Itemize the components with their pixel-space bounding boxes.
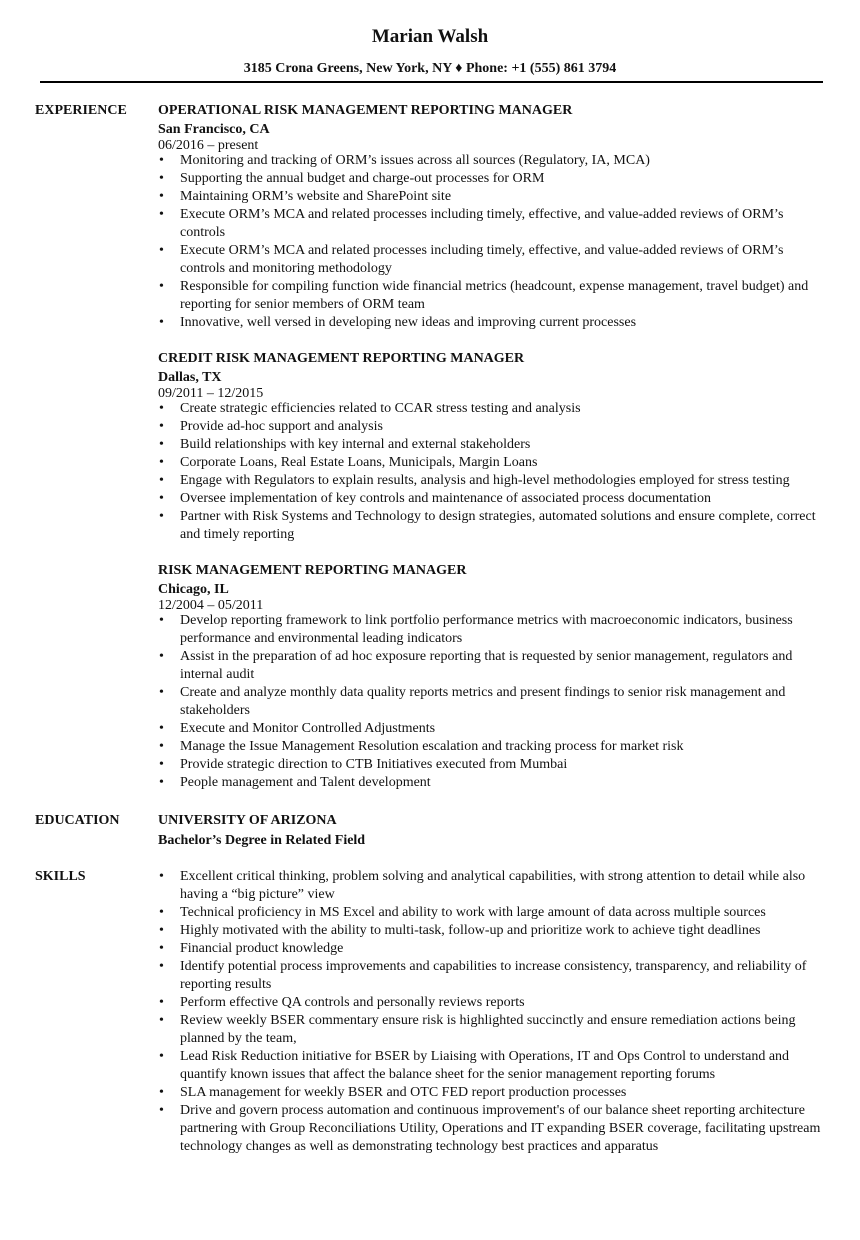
skills-list	[158, 868, 823, 1156]
job-location: San Francisco, CA	[158, 122, 270, 137]
bullet-item: • Provide ad-hoc support and analysis	[158, 418, 823, 436]
job-location: Chicago, IL	[158, 582, 229, 597]
education-section	[0, 812, 860, 850]
bullet-item: • Perform effective QA controls and personally reviews reports	[158, 994, 823, 1012]
job-entry	[158, 562, 823, 792]
bullet-item: • Execute ORM’s MCA and related processes including timely, effective, and value-added reviews of ORM’s controls and monitoring methodology	[158, 242, 823, 278]
bullet-item: • Excellent critical thinking, problem solving and analytical capabilities, with strong attention to detail while also having a “big picture” view	[158, 868, 823, 904]
bullet-item: • Highly motivated with the ability to multi-task, follow-up and prioritize work to achieve tight deadlines	[158, 922, 823, 940]
bullet-item: • Review weekly BSER commentary ensure risk is highlighted succinctly and ensure remediation actions being planned by the team,	[158, 1012, 823, 1048]
bullet-item: • Provide strategic direction to CTB Initiatives executed from Mumbai	[158, 756, 823, 774]
bullet-item: • Lead Risk Reduction initiative for BSER by Liaising with Operations, IT and Ops Control to understand and quantify known issues that affect the balance sheet for the senior management reporting forums	[158, 1048, 823, 1084]
bullet-item: • Execute and Monitor Controlled Adjustments	[158, 720, 823, 738]
bullet-item: • Responsible for compiling function wide financial metrics (headcount, expense management, travel budget) and reporting for senior members of ORM team	[158, 278, 823, 314]
contact-line: 3185 Crona Greens, New York, NY ♦ Phone: +1 (555) 861 3794	[243, 61, 617, 76]
experience-heading: EXPERIENCE	[35, 103, 127, 118]
bullet-item: • Maintaining ORM’s website and SharePoint site	[158, 188, 823, 206]
resume-header	[0, 0, 860, 78]
education-body	[158, 812, 823, 850]
bullet-item: • Build relationships with key internal and external stakeholders	[158, 436, 823, 454]
school-name: UNIVERSITY OF ARIZONA	[158, 813, 337, 828]
bullet-item: • Financial product knowledge	[158, 940, 823, 958]
skills-body	[158, 868, 823, 1156]
degree: Bachelor’s Degree in Related Field	[158, 833, 366, 848]
job-title: CREDIT RISK MANAGEMENT REPORTING MANAGER	[158, 351, 525, 366]
bullet-item: • Engage with Regulators to explain results, analysis and high-level methodologies employed for stress testing	[158, 472, 823, 490]
job-title: RISK MANAGEMENT REPORTING MANAGER	[158, 563, 467, 578]
job-dates: 12/2004 – 05/2011	[158, 598, 264, 613]
job-title: OPERATIONAL RISK MANAGEMENT REPORTING MANAGER	[158, 103, 573, 118]
bullet-item: • Identify potential process improvements and capabilities to increase consistency, transparency, and reliability of reporting results	[158, 958, 823, 994]
job-location: Dallas, TX	[158, 370, 222, 385]
bullet-item: • Develop reporting framework to link portfolio performance metrics with macroeconomic indicators, business performance and environmental leading indicators	[158, 612, 823, 648]
experience-section	[0, 102, 860, 792]
job-entry	[158, 350, 823, 544]
bullet-item: • Manage the Issue Management Resolution escalation and tracking process for market risk	[158, 738, 823, 756]
bullet-item: • People management and Talent development	[158, 774, 823, 792]
bullet-item: • Monitoring and tracking of ORM’s issues across all sources (Regulatory, IA, MCA)	[158, 152, 823, 170]
education-heading: EDUCATION	[35, 813, 120, 828]
bullet-item: • SLA management for weekly BSER and OTC FED report production processes	[158, 1084, 823, 1102]
job-dates: 06/2016 – present	[158, 138, 259, 153]
skills-section	[0, 868, 860, 1156]
skills-heading: SKILLS	[35, 869, 86, 884]
candidate-name: Marian Walsh	[371, 26, 489, 47]
bullet-item: • Technical proficiency in MS Excel and ability to work with large amount of data across multiple sources	[158, 904, 823, 922]
header-divider	[40, 81, 823, 83]
job-dates: 09/2011 – 12/2015	[158, 386, 264, 401]
job-bullets	[158, 152, 823, 332]
job-entry	[158, 102, 823, 332]
bullet-item: • Create and analyze monthly data quality reports metrics and present findings to senior risk management and stakeholders	[158, 684, 823, 720]
job-bullets	[158, 612, 823, 792]
bullet-item: • Innovative, well versed in developing new ideas and improving current processes	[158, 314, 823, 332]
bullet-item: • Corporate Loans, Real Estate Loans, Municipals, Margin Loans	[158, 454, 823, 472]
bullet-item: • Execute ORM’s MCA and related processes including timely, effective, and value-added reviews of ORM’s controls	[158, 206, 823, 242]
bullet-item: • Supporting the annual budget and charge-out processes for ORM	[158, 170, 823, 188]
bullet-item: • Partner with Risk Systems and Technology to design strategies, automated solutions and ensure complete, correct and timely reporting	[158, 508, 823, 544]
bullet-item: • Oversee implementation of key controls and maintenance of associated process documentation	[158, 490, 823, 508]
bullet-item: • Drive and govern process automation and continuous improvement's of our balance sheet reporting architecture partnering with Group Reconciliations Utility, Operations and IT expanding BSER coverage, facilitating upstream technology changes as well as demonstrating technology best practices and apparatus	[158, 1102, 823, 1156]
bullet-item: • Create strategic efficiencies related to CCAR stress testing and analysis	[158, 400, 823, 418]
experience-body	[158, 102, 823, 792]
bullet-item: • Assist in the preparation of ad hoc exposure reporting that is requested by senior management, regulators and internal audit	[158, 648, 823, 684]
job-bullets	[158, 400, 823, 544]
